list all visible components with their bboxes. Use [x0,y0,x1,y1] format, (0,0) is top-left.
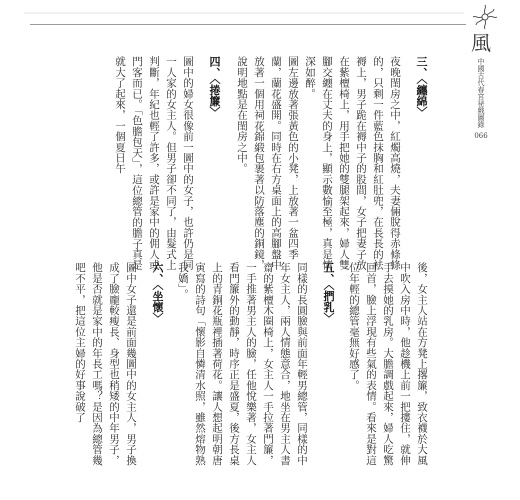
running-header [470,32,492,141]
bottom-text-block [71,262,430,474]
section-3-paragraph-2: 圖左邊放著張黃色的小凳，上放著一盆四季蘭，蘭花盛開。同時在右方桌面上的高腳盤中放著一個用祠花錦緞包裹著以防落塵的銅鏡，說明地點是在閨房之中。 [236,56,299,270]
section-5-paragraph-1: 同樣的長圓臉與前面年輕男總管，同樣的中年女主人，兩人情態意合，地坐在男主人書齋的紫檀木圈椅上，女主人一手拉著門簾，一手推著男主人的臉，任他悅樂著，女主人看門簾外的動靜，時序正是盛夏，後方長桌上的青銅花瓶裡插著荷花。讓人想起明朝唐寅寫的詩句「懷影自憐清水照，雖然熔物熟我嬌」。 [177,262,308,466]
section-4-title: 四、〈捲簾〉 [208,56,221,118]
header-rule [30,24,466,25]
section-6-title: 六、〈坐懷〉 [151,262,164,324]
top-text-block [111,56,430,278]
section-3-title: 三、〈纏綿〉 [415,56,428,118]
section-3-paragraph-1: 夜晚閨房之中，紅燭高燒，夫妻倆脫得赤條條的，只剩一件藍色抹胸和紅肚兜，在長長的袪褥上，男子跪在褥中子的股間，女子把妻子放在紫檀椅上，用手把她的雙腿架起來，婦人雙腳交纏在丈夫的身上，顯示數愉至極，真是情深如醉。 [304,56,401,270]
page-number: 066 [474,132,488,140]
section-4-paragraph-1: 圖中的婦女很像前一圖中的女子，也許仍是同一人家的女主人。但男子卻不同了，由髮式上判斷，年紀也輕了許多，或許是家中的佣人或門客而已。「色膽包天」，這位總管的膽子真是就大了起來，一個夏日午 [114,56,194,271]
section-5-title: 五、〈捫乳〉 [322,262,335,324]
header-decoration [24,8,496,18]
section-6-paragraph-1: 圖中女子還是前面幾圖中的女主人，男子換成了臉龐較瘦長、身型也稍矮的中年男子，他是否就是家中的年長工嗎？是因為總管幾吧不平，把這位主婦的好事說破了 [74,262,137,466]
floral-ornament-icon [472,4,498,30]
series-title: 中國古代春宮祕戲圖錄 [477,58,485,128]
book-title-glyph: 風 [471,31,491,55]
bottom-paragraph-1: 後，女主人站在方凳上撂簾，致衣襪於大風中吹入房中時，他趁機上前一把摟住，就伸手去摸她的乳房。大膽調戲起來，婦人吃驚回首，臉上浮現有些氣的表情。看來是對這位年輕的總管毫無好感了。 [348,262,428,466]
